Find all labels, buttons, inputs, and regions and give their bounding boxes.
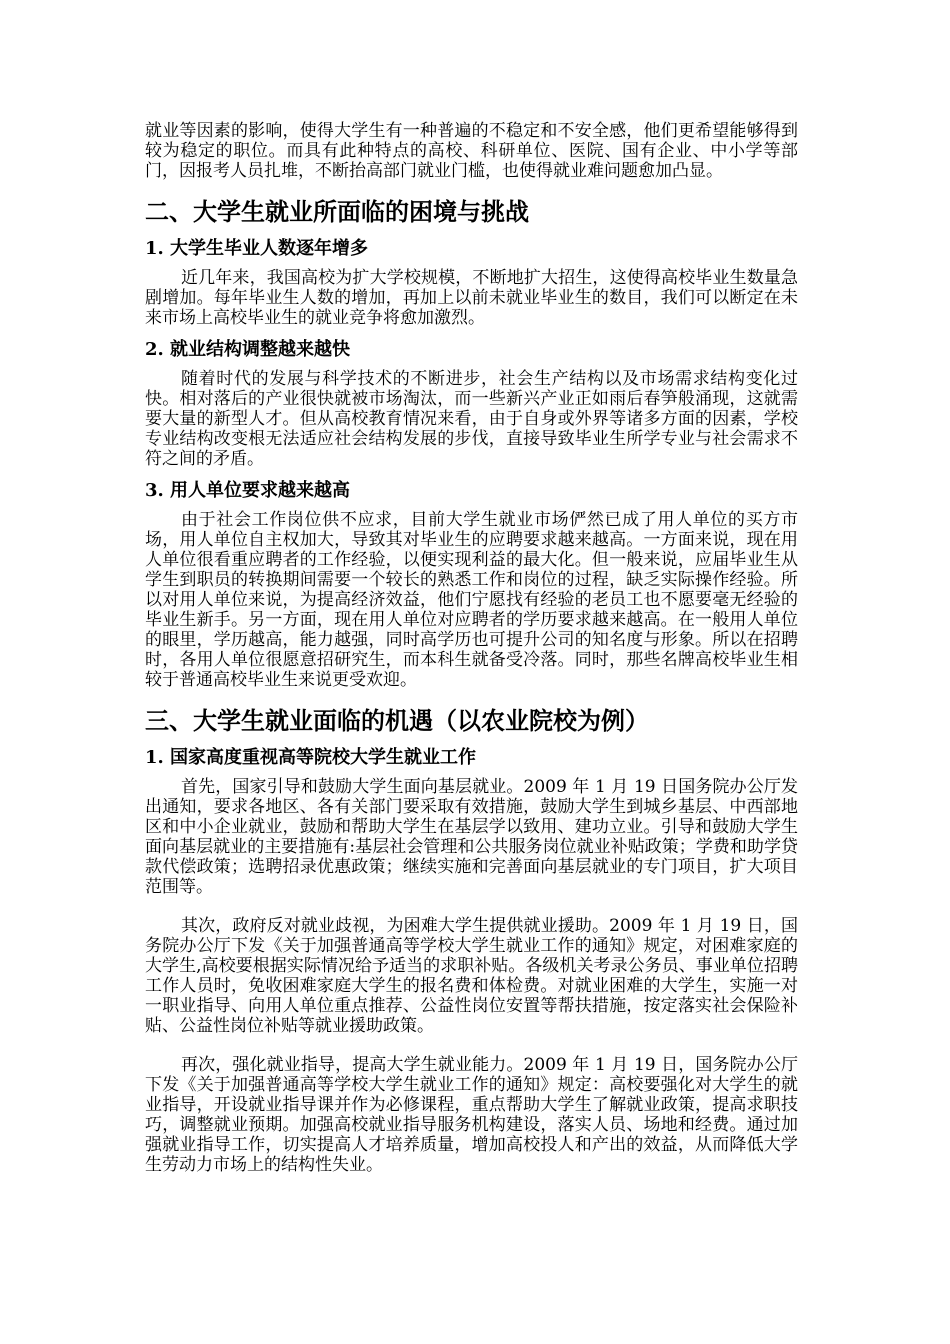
intro-paragraph: 就业等因素的影响，使得大学生有一种普遍的不稳定和不安全感，他们更希望能够得到较为稳定的职位。而具有此种特点的高校、科研单位、医院、国有企业、中小学等部门，因报考人员扎堆，不断抬高部门就业门槛，也使得就业难问题愈加凸显。 xyxy=(145,121,798,181)
section-heading-opportunities: 三、大学生就业面临的机遇（以农业院校为例） xyxy=(145,706,649,735)
paragraph-employer-requirements: 由于社会工作岗位供不应求，目前大学生就业市场俨然已成了用人单位的买方市场，用人单位自主权加大，导致其对毕业生的应聘要求越来越高。一方面来说，现在用人单位很看重应聘者的工作经验，以便实现利益的最大化。但一般来说，应届毕业生从学生到职员的转换期间需要一个较长的熟悉工作和岗位的过程，缺乏实际操作经验。所以对用人单位来说，为提高经济效益，他们宁愿找有经验的老员工也不愿要毫无经验的毕业生新手。另一方面，现在用人单位对应聘者的学历要求越来越高。在一般用人单位的眼里，学历越高，能力越强，同时高学历也可提升公司的知名度与形象。所以在招聘时，各用人单位很愿意招研究生，而本科生就备受冷落。同时，那些名牌高校毕业生相较于普通高校毕业生来说更受欢迎。 xyxy=(145,510,798,690)
paragraph-employment-guidance: 再次，强化就业指导，提高大学生就业能力。2009 年 1 月 19 日，国务院办公厅下发《关于加强普通高等学校大学生就业工作的通知》规定：高校要强化对大学生的就业指导，开设就业指导课并作为必修课程，重点帮助大学生了解就业政策，提高求职技巧，调整就业预期。加强高校就业指导服务机构建设，落实人员、场地和经费。通过加强就业指导工作，切实提高人才培养质量，增加高校投人和产出的效益，从而降低大学生劳动力市场上的结构性失业。 xyxy=(145,1055,798,1175)
subheading-employer-requirements: 3. 用人单位要求越来越高 xyxy=(145,480,351,501)
paragraph-graduate-numbers: 近几年来，我国高校为扩大学校规模，不断地扩大招生，这使得高校毕业生数量急剧增加。每年毕业生人数的增加，再加上以前未就业毕业生的数目，我们可以断定在未来市场上高校毕业生的就业竞争将愈加激烈。 xyxy=(145,268,798,328)
paragraph-employment-structure: 随着时代的发展与科学技术的不断进步，社会生产结构以及市场需求结构变化过快。相对落后的产业很快就被市场淘汰，而一些新兴产业正如雨后春笋般涌现，这就需要大量的新型人才。但从高校教育情况来看，由于自身或外界等诸多方面的因素，学校专业结构改变根无法适应社会结构发展的步伐，直接导致毕业生所学专业与社会需求不符之间的矛盾。 xyxy=(145,369,798,469)
subheading-employment-structure: 2. 就业结构调整越来越快 xyxy=(145,339,351,360)
subheading-national-attention: 1. 国家高度重视高等院校大学生就业工作 xyxy=(145,747,477,768)
paragraph-employment-assistance: 其次，政府反对就业歧视，为困难大学生提供就业援助。2009 年 1 月 19 日，国务院办公厅下发《关于加强普通高等学校大学生就业工作的通知》规定，对困难家庭的大学生,高校要根据实际情况给予适当的求职补贴。各级机关考录公务员、事业单位招聘工作人员时，免收困难家庭大学生的报名费和体检费。对就业困难的大学生，实施一对一职业指导、向用人单位重点推荐、公益性岗位安置等帮扶措施，按定落实社会保险补贴、公益性岗位补贴等就业援助政策。 xyxy=(145,916,798,1036)
section-heading-challenges: 二、大学生就业所面临的困境与挑战 xyxy=(145,197,529,226)
subheading-graduate-numbers: 1. 大学生毕业人数逐年增多 xyxy=(145,238,369,259)
paragraph-grassroots-employment: 首先，国家引导和鼓励大学生面向基层就业。2009 年 1 月 19 日国务院办公厅发出通知，要求各地区、各有关部门要采取有效措施，鼓励大学生到城乡基层、中西部地区和中小企业就业，鼓励和帮助大学生在基层学以致用、建功立业。引导和鼓励大学生面向基层就业的主要措施有:基层社会管理和公共服务岗位就业补贴政策；学费和助学贷款代偿政策；选聘招录优惠政策；继续实施和完善面向基层就业的专门项目，扩大项目范围等。 xyxy=(145,777,798,897)
